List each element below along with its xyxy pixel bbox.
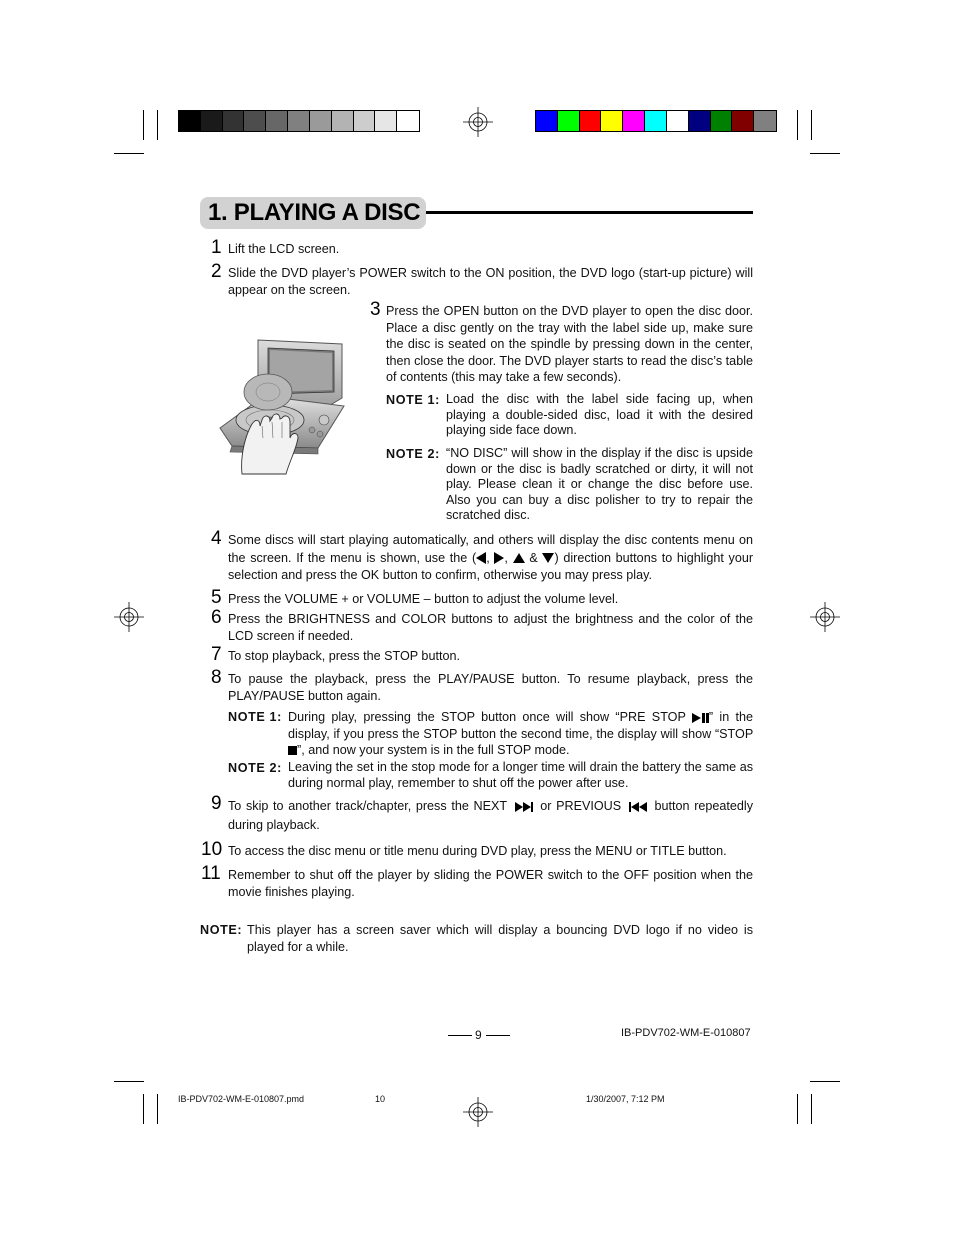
ampersand: & xyxy=(529,550,538,565)
title-rule xyxy=(426,211,753,214)
stop-icon xyxy=(288,746,297,755)
page-number-rule-right xyxy=(486,1035,510,1036)
step-4-text-a: Some discs will start playing automatically, and others will display the disc contents menu on the screen. If the menu is shown, use the ( xyxy=(228,533,753,565)
bottom-note-text: This player has a screen saver which will display a bouncing DVD logo if no video is played for a while. xyxy=(247,923,753,954)
color-swatch xyxy=(375,111,397,131)
up-arrow-icon xyxy=(513,553,525,563)
step-3-text: Press the OPEN button on the DVD player to open the disc door. Place a disc gently on the tray with the label side up, make sure the disc is seated on the spindle by pressing down in the center, then close the door. The DVD player starts to read the disc’s table of contents (this may take a few seconds). xyxy=(386,304,753,385)
step-2-number: 2 xyxy=(211,261,222,282)
document-code: IB-PDV702-WM-E-010807 xyxy=(621,1027,751,1039)
next-icon xyxy=(515,797,533,816)
step-10-text: To access the disc menu or title menu during DVD play, press the MENU or TITLE button. xyxy=(228,844,727,858)
play-pause-icon xyxy=(692,710,709,726)
color-swatch xyxy=(244,111,266,131)
step-7-text: To stop playback, press the STOP button. xyxy=(228,649,460,663)
step-8-note-1-text-c: ”, and now your system is in the full STOP mode. xyxy=(297,742,570,757)
color-swatch xyxy=(223,111,245,131)
registration-mark-icon xyxy=(810,602,840,632)
process-color-bar xyxy=(535,110,777,132)
step-9-text-b: or PREVIOUS xyxy=(540,799,622,813)
step-9-number: 9 xyxy=(211,793,222,814)
step-9-text-a: To skip to another track/chapter, press the NEXT xyxy=(228,799,507,813)
step-8-text: To pause the playback, press the PLAY/PAUSE button. To resume playback, press the PLAY/PAUSE button again. xyxy=(228,672,753,703)
step-4-number: 4 xyxy=(211,528,222,549)
registration-mark-icon xyxy=(114,602,144,632)
step-3-number: 3 xyxy=(370,299,381,320)
page-number: 9 xyxy=(475,1028,482,1042)
step-4-text: Some discs will start playing automatically, and others will display the disc contents menu on the screen. If the menu is shown, use the ( , , & ) direction buttons to highlight your selection and press the OK button to confirm, otherwise you may press play. xyxy=(228,533,754,582)
step-1-number: 1 xyxy=(211,237,222,258)
color-swatch xyxy=(623,111,645,131)
registration-mark-icon xyxy=(463,1097,493,1127)
color-swatch xyxy=(266,111,288,131)
step-8-note-1-label: NOTE 1: xyxy=(228,710,282,724)
step-8-number: 8 xyxy=(211,667,222,688)
down-arrow-icon xyxy=(542,553,554,563)
step-6-text: Press the BRIGHTNESS and COLOR buttons to adjust the brightness and the color of the LCD screen if needed. xyxy=(228,612,753,643)
registration-mark-icon xyxy=(463,107,493,137)
step-8-note-1-text-a: During play, pressing the STOP button once will show “PRE STOP xyxy=(288,710,686,724)
color-swatch xyxy=(354,111,376,131)
step-7-number: 7 xyxy=(211,644,222,665)
step-3-note-1-text: Load the disc with the label side facing up, when playing a double-sided disc, load it with the desired playing side face down. xyxy=(446,392,753,437)
color-swatch xyxy=(310,111,332,131)
dvd-player-illustration xyxy=(216,336,346,476)
color-swatch xyxy=(601,111,623,131)
step-1-text: Lift the LCD screen. xyxy=(228,242,340,256)
step-2-text: Slide the DVD player’s POWER switch to the ON position, the DVD logo (start-up picture) will appear on the screen. xyxy=(228,266,753,297)
bottom-note-label: NOTE: xyxy=(200,923,243,937)
step-10-number: 10 xyxy=(201,839,223,860)
step-4-text-b: ) direction buttons to highlight your selection and press the OK button to confirm, otherwise you may press play. xyxy=(228,550,754,582)
color-swatch xyxy=(580,111,602,131)
color-swatch xyxy=(397,111,419,131)
left-arrow-icon xyxy=(476,552,486,564)
color-swatch xyxy=(332,111,354,131)
step-8-note-2-text: Leaving the set in the stop mode for a longer time will drain the battery the same as during normal play, remember to shut off the power after use. xyxy=(288,760,753,790)
color-swatch xyxy=(732,111,754,131)
right-arrow-icon xyxy=(494,552,504,564)
step-5-number: 5 xyxy=(211,587,222,608)
grayscale-color-bar xyxy=(178,110,420,132)
step-3-note-2-text: “NO DISC” will show in the display if the disc is upside down or the disc is badly scratched or dirty, it will not play. Please clean it or change the disc before use. Also you can buy a disc polisher to try to repair the scratched disc. xyxy=(446,446,753,522)
step-11-number: 11 xyxy=(201,863,221,884)
color-swatch xyxy=(558,111,580,131)
step-8-note-1-text-b: ” in the display, if you press the STOP button the second time, the display will show “STOP xyxy=(288,710,753,741)
color-swatch xyxy=(288,111,310,131)
color-swatch xyxy=(645,111,667,131)
step-11-text: Remember to shut off the player by sliding the POWER switch to the OFF position when the movie finishes playing. xyxy=(228,868,753,899)
page-title: 1. PLAYING A DISC xyxy=(208,199,421,226)
step-9-text xyxy=(228,797,753,835)
color-swatch xyxy=(201,111,223,131)
previous-icon xyxy=(629,797,647,816)
step-3-note-1-label: NOTE 1: xyxy=(386,393,440,407)
color-swatch xyxy=(754,111,776,131)
step-9-text-c: button repeatedly during playback. xyxy=(228,799,754,833)
slug-filename: IB-PDV702-WM-E-010807.pmd xyxy=(178,1094,305,1104)
step-5-text: Press the VOLUME + or VOLUME – button to adjust the volume level. xyxy=(228,592,619,606)
color-swatch xyxy=(179,111,201,131)
color-swatch xyxy=(536,111,558,131)
step-8-note-2-label: NOTE 2: xyxy=(228,761,282,775)
slug-page: 10 xyxy=(375,1094,386,1104)
step-8-note-1-text xyxy=(288,709,753,758)
step-6-number: 6 xyxy=(211,607,222,628)
slug-datetime: 1/30/2007, 7:12 PM xyxy=(586,1094,665,1104)
color-swatch xyxy=(667,111,689,131)
page-number-rule-left xyxy=(448,1035,472,1036)
step-3-note-2-label: NOTE 2: xyxy=(386,447,440,461)
color-swatch xyxy=(711,111,733,131)
color-swatch xyxy=(689,111,711,131)
